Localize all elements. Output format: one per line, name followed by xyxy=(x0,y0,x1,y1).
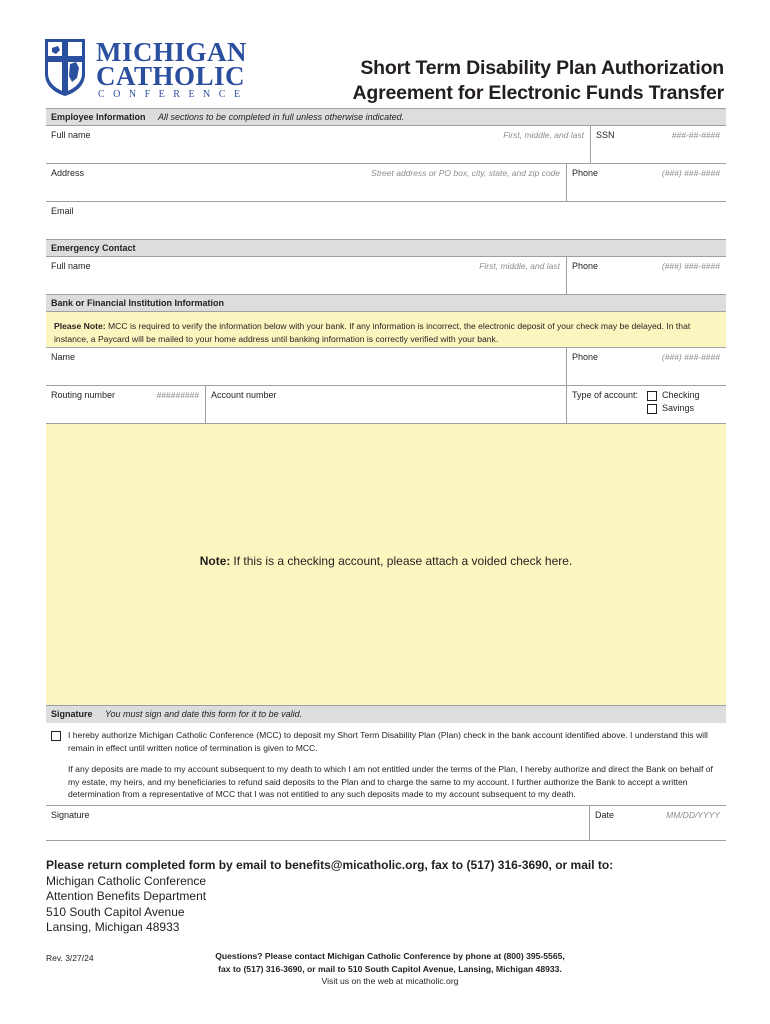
employee-address-row xyxy=(46,163,726,201)
date-hint: MM/DD/YYYY xyxy=(666,809,720,820)
bank-account-row xyxy=(46,385,726,423)
employee-full-name-label: Full name xyxy=(51,130,91,140)
logo xyxy=(42,36,249,100)
routing-number-field[interactable] xyxy=(46,386,205,423)
return-line-2: Attention Benefits Department xyxy=(46,889,207,903)
address-hint: Street address or PO box, city, state, and zip code xyxy=(371,168,560,178)
savings-label: Savings xyxy=(662,403,695,413)
return-line-3: 510 South Capitol Avenue xyxy=(46,904,185,919)
employee-header-note: All sections to be completed in full unless otherwise indicated. xyxy=(158,112,405,122)
address-field[interactable] xyxy=(46,164,566,201)
account-type-field xyxy=(566,386,726,423)
return-heading: Please return completed form by email to benefits@micatholic.org, fax to (517) 316-3690, or mail to: xyxy=(46,858,614,872)
form xyxy=(46,108,726,841)
return-instructions xyxy=(46,858,613,936)
routing-number-hint: ######### xyxy=(156,390,199,400)
bank-phone-field[interactable] xyxy=(566,348,726,385)
savings-checkbox[interactable] xyxy=(647,404,657,414)
emergency-phone-label: Phone xyxy=(572,261,599,271)
employee-full-name-hint: First, middle, and last xyxy=(503,130,584,140)
title-line-2: Agreement for Electronic Funds Transfer xyxy=(352,82,724,104)
email-label: Email xyxy=(51,206,74,216)
employee-name-row xyxy=(46,125,726,163)
bank-name-field[interactable] xyxy=(46,348,566,385)
bank-phone-label: Phone xyxy=(572,352,599,362)
ssn-hint: ###-##-#### xyxy=(671,130,720,140)
signature-section-header xyxy=(46,706,726,723)
bank-note-text: MCC is required to verify the information below with your bank. If any information is incorrect, the electronic deposit of your check may be delayed. In that instance, a Paycard will be mailed to your home address until banking information is correctly verified with your bank. xyxy=(54,321,691,344)
michigan-shield-icon xyxy=(42,36,88,98)
emergency-phone-hint: (###) ###-#### xyxy=(661,261,720,271)
emergency-row xyxy=(46,256,726,294)
emergency-header-label: Emergency Contact xyxy=(51,243,136,253)
bank-phone-hint: (###) ###-#### xyxy=(661,352,720,362)
signature-header-note: You must sign and date this form for it to be valid. xyxy=(105,709,303,719)
date-label: Date xyxy=(595,809,615,820)
footer xyxy=(190,950,590,988)
emergency-phone-field[interactable] xyxy=(566,257,726,294)
bank-section-header xyxy=(46,294,726,311)
footer-web: Visit us on the web at micatholic.org xyxy=(321,976,459,986)
address-label: Address xyxy=(51,168,85,178)
authorization-para-1: I hereby authorize Michigan Catholic Conference (MCC) to deposit my Short Term Disability Plan (Plan) check in the bank account identified above. I understand this will remain in effect until written notice of termination is given to MCC. xyxy=(68,730,708,753)
bank-note-bold: Please Note: xyxy=(54,321,106,331)
routing-number-label: Routing number xyxy=(51,390,116,400)
account-type-options xyxy=(647,389,700,415)
bank-name-row xyxy=(46,347,726,385)
authorization-text xyxy=(46,723,726,805)
signature-header-label: Signature xyxy=(51,709,93,719)
page-title xyxy=(353,56,724,106)
checking-label: Checking xyxy=(662,390,700,400)
authorization-para-2: If any deposits are made to my account subsequent to my death to which I am not entitled under the terms of the Plan, I hereby authorize and direct the Bank on behalf of my estate, my heirs, and my beneficiaries to refund said deposits to the Plan and to charge the same to my account. I further authorize the Bank to accept a written determination from a representative of MCC that I was not entitled to any such deposits made to my account subsequent to my death. xyxy=(68,764,713,799)
bank-note xyxy=(46,311,726,347)
employee-phone-label: Phone xyxy=(572,168,599,178)
logo-line-1: MICHIGAN xyxy=(96,37,247,67)
signature-label: Signature xyxy=(51,809,90,820)
account-number-field[interactable] xyxy=(205,386,566,423)
signature-row xyxy=(46,805,726,841)
return-line-1: Michigan Catholic Conference xyxy=(46,873,207,888)
employee-full-name-field[interactable] xyxy=(46,126,590,163)
emergency-section-header xyxy=(46,239,726,256)
signature-field[interactable] xyxy=(46,806,589,840)
emergency-full-name-field[interactable] xyxy=(46,257,566,294)
emergency-full-name-label: Full name xyxy=(51,261,91,271)
ssn-label: SSN xyxy=(596,130,615,140)
footer-questions-2: fax to (517) 316-3690, or mail to 510 South Capitol Avenue, Lansing, Michigan 48933. xyxy=(218,963,562,974)
ssn-field[interactable] xyxy=(590,126,726,163)
title-line-1: Short Term Disability Plan Authorization xyxy=(360,57,724,79)
logo-line-2: CATHOLIC xyxy=(96,61,246,91)
check-note-text: If this is a checking account, please attach a voided check here. xyxy=(233,553,573,568)
employee-section-header xyxy=(46,108,726,125)
voided-check-area xyxy=(46,423,726,706)
bank-name-label: Name xyxy=(51,352,76,362)
footer-questions-1: Questions? Please contact Michigan Catholic Conference by phone at (800) 395-5565, xyxy=(215,951,565,961)
check-note-bold: Note: xyxy=(199,553,231,568)
employee-phone-field[interactable] xyxy=(566,164,726,201)
email-field[interactable] xyxy=(46,202,726,239)
bank-header-label: Bank or Financial Institution Information xyxy=(51,298,225,308)
account-type-label: Type of account: xyxy=(572,390,639,400)
date-field[interactable] xyxy=(589,806,726,840)
authorization-checkbox[interactable] xyxy=(51,731,61,741)
checking-checkbox[interactable] xyxy=(647,391,657,401)
logo-line-3: CONFERENCE xyxy=(98,89,249,100)
savings-option[interactable] xyxy=(647,402,700,415)
return-line-4: Lansing, Michigan 48933 xyxy=(46,920,180,934)
employee-email-row xyxy=(46,201,726,239)
employee-phone-hint: (###) ###-#### xyxy=(661,168,720,178)
account-number-label: Account number xyxy=(211,390,277,400)
checking-option[interactable] xyxy=(647,389,700,402)
emergency-full-name-hint: First, middle, and last xyxy=(479,261,560,271)
revision-date: Rev. 3/27/24 xyxy=(46,953,94,963)
employee-header-label: Employee Information xyxy=(51,112,146,122)
